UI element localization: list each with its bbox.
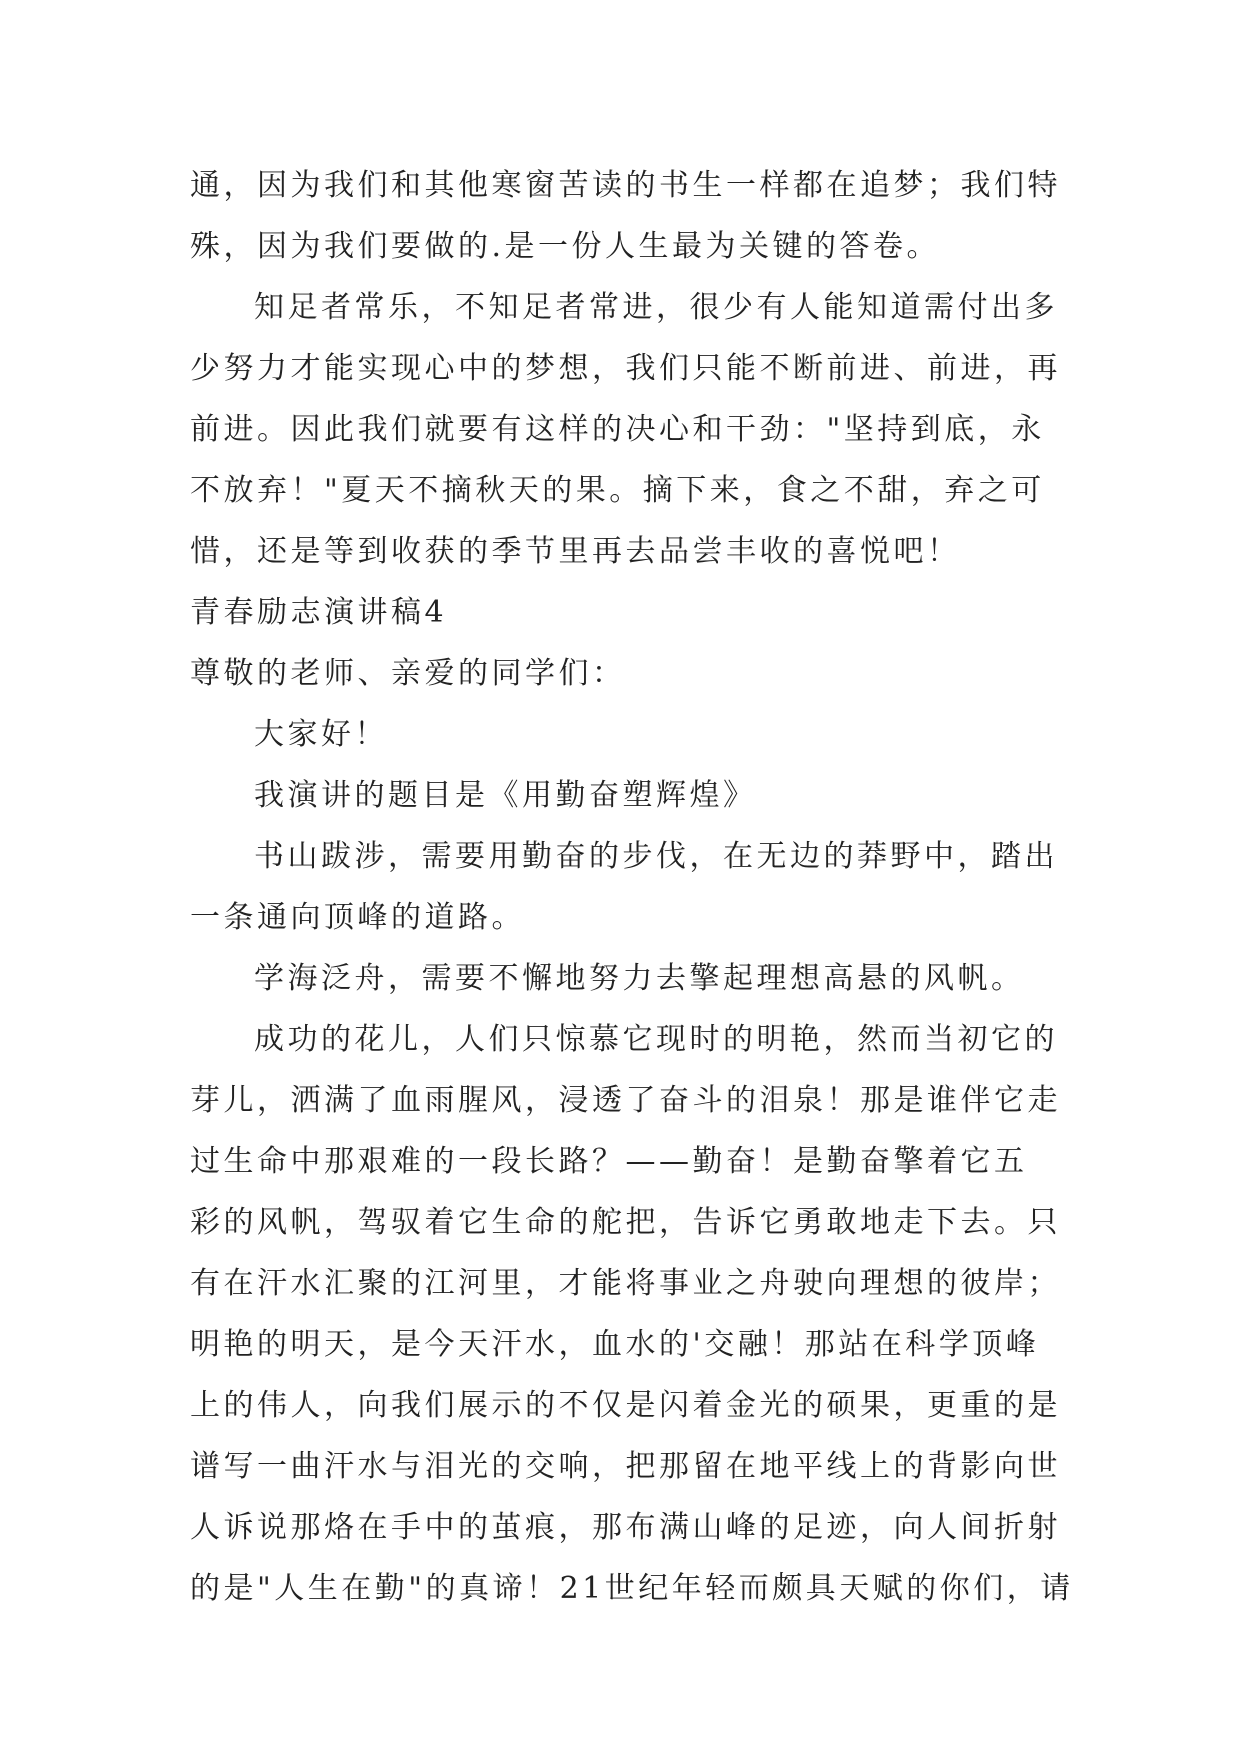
text-line: 成功的花儿，人们只惊慕它现时的明艳，然而当初它的 [254,1022,1058,1057]
text-line: 少努力才能实现心中的梦想，我们只能不断前进、前进，再 [190,351,1061,386]
text-line: 书山跋涉，需要用勤奋的步伐，在无边的莽野中，踏出 [254,839,1058,874]
text-line: 彩的风帆，驾驭着它生命的舵把，告诉它勇敢地走下去。只 [190,1205,1061,1240]
text-line: 有在汗水汇聚的江河里，才能将事业之舟驶向理想的彼岸； [190,1266,1061,1301]
section-heading: 青春励志演讲稿4 [190,595,448,630]
text-line: 过生命中那艰难的一段长路？——勤奋！是勤奋擎着它五 [190,1144,1028,1179]
text-line: 学海泛舟，需要不懈地努力去擎起理想高悬的风帆。 [254,961,1025,996]
text-line: 不放弃！"夏天不摘秋天的果。摘下来，食之不甜，弃之可 [190,473,1045,508]
salutation: 尊敬的老师、亲爱的同学们： [190,656,626,691]
text-line: 的是"人生在勤"的真谛！21世纪年轻而颇具天赋的你们，请 [190,1571,1074,1606]
text-line: 殊，因为我们要做的.是一份人生最为关键的答卷。 [190,229,941,264]
greeting: 大家好！ [254,717,388,752]
text-line: 谱写一曲汗水与泪光的交响，把那留在地平线上的背影向世 [190,1449,1061,1484]
text-line: 明艳的明天，是今天汗水，血水的'交融！那站在科学顶峰 [190,1327,1040,1362]
text-line: 惜，还是等到收获的季节里再去品尝丰收的喜悦吧！ [190,534,961,569]
text-line: 知足者常乐，不知足者常进，很少有人能知道需付出多 [254,290,1058,325]
text-line: 通，因为我们和其他寒窗苦读的书生一样都在追梦；我们特 [190,168,1061,203]
text-line: 一条通向顶峰的道路。 [190,900,525,935]
text-line: 人诉说那烙在手中的茧痕，那布满山峰的足迹，向人间折射 [190,1510,1061,1545]
text-line: 前进。因此我们就要有这样的决心和干劲："坚持到底，永 [190,412,1045,447]
text-line: 上的伟人，向我们展示的不仅是闪着金光的硕果，更重的是 [190,1388,1061,1423]
document-body [190,155,1074,1619]
text-line: 芽儿，洒满了血雨腥风，浸透了奋斗的泪泉！那是谁伴它走 [190,1083,1061,1118]
speech-topic: 我演讲的题目是《用勤奋塑辉煌》 [254,778,757,813]
